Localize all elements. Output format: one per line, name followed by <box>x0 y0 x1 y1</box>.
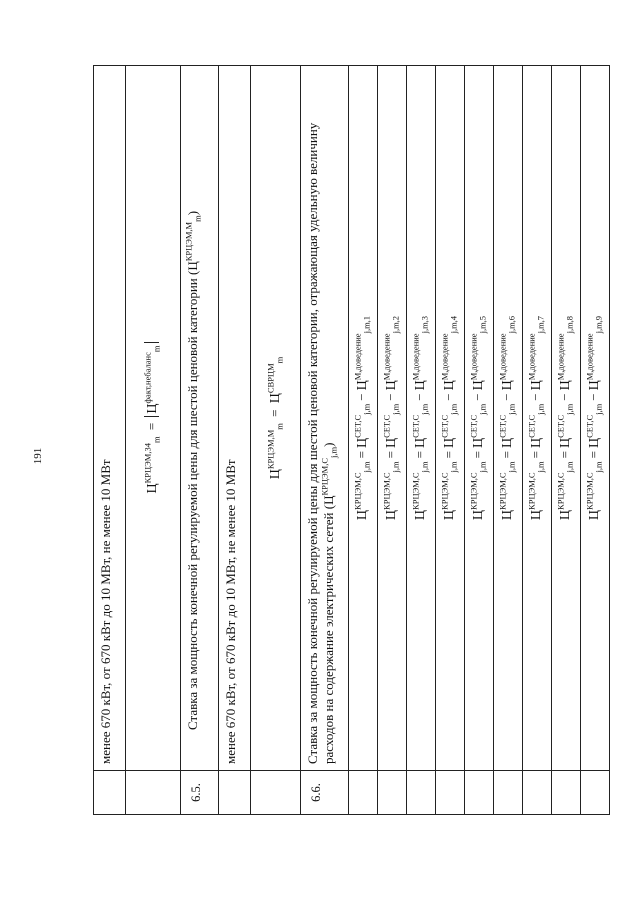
table-row <box>219 66 251 815</box>
row-description: менее 670 кВт, от 670 кВт до 10 МВт, не менее 10 МВт <box>219 66 251 771</box>
table-row <box>436 66 465 815</box>
table-row <box>181 66 219 815</box>
table-row <box>349 66 378 815</box>
table-row <box>581 66 610 815</box>
table-row <box>378 66 407 815</box>
formula-cell: $Ц^{КРЦЭМ,М}_m = Ц^{СВРЦМ}_m$ <box>251 66 301 771</box>
table-row <box>94 66 126 815</box>
row-number <box>94 771 126 815</box>
formula-cell: $Ц^{КРЦЭМ,С}_{j,m}=Ц^{СЕТ,С}_{j,m}-Ц^{М,доведение}_{j,m,9}$ <box>581 66 610 771</box>
table-row <box>494 66 523 815</box>
row-description: Ставка за мощность конечной регулируемой цены для шестой ценовой категории, отражающая удельную величину расходов на содержание электрических сетей $(Ц^{КРЦЭМ,С}_{j,m})$ <box>301 66 349 771</box>
rotated-table-wrapper <box>93 65 606 815</box>
table-row <box>465 66 494 815</box>
page-number: 191 <box>32 447 44 465</box>
table-row <box>126 66 181 815</box>
formula-cell: $Ц^{КРЦЭМ,С}_{j,m}=Ц^{СЕТ,С}_{j,m}-Ц^{М,доведение}_{j,m,2}$ <box>378 66 407 771</box>
table-row <box>407 66 436 815</box>
formula-rows <box>349 66 610 815</box>
absolute-value: $Ц^{факт,небаланс}_m$ <box>144 343 159 417</box>
row-number: 6.6. <box>301 771 349 815</box>
formula-cell: $Ц^{КРЦЭМ,С}_{j,m}=Ц^{СЕТ,С}_{j,m}-Ц^{М,доведение}_{j,m,1}$ <box>349 66 378 771</box>
tariff-table <box>93 65 610 815</box>
formula-cell: $Ц^{КРЦЭМ,34}_m = Ц^{факт,небаланс}_m$ <box>126 66 181 771</box>
row-number: 6.5. <box>181 771 219 815</box>
row-description: Ставка за мощность конечной регулируемой цены для шестой ценовой категории $(Ц^{КРЦЭМ,М}_m)$ <box>181 66 219 771</box>
table-row <box>523 66 552 815</box>
formula-cell: $Ц^{КРЦЭМ,С}_{j,m}=Ц^{СЕТ,С}_{j,m}-Ц^{М,доведение}_{j,m,7}$ <box>523 66 552 771</box>
formula-cell: $Ц^{КРЦЭМ,С}_{j,m}=Ц^{СЕТ,С}_{j,m}-Ц^{М,доведение}_{j,m,5}$ <box>465 66 494 771</box>
formula-cell: $Ц^{КРЦЭМ,С}_{j,m}=Ц^{СЕТ,С}_{j,m}-Ц^{М,доведение}_{j,m,8}$ <box>552 66 581 771</box>
formula-cell: $Ц^{КРЦЭМ,С}_{j,m}=Ц^{СЕТ,С}_{j,m}-Ц^{М,доведение}_{j,m,4}$ <box>436 66 465 771</box>
row-description: менее 670 кВт, от 670 кВт до 10 МВт, не менее 10 МВт <box>94 66 126 771</box>
formula-cell: $Ц^{КРЦЭМ,С}_{j,m}=Ц^{СЕТ,С}_{j,m}-Ц^{М,доведение}_{j,m,6}$ <box>494 66 523 771</box>
table-row <box>552 66 581 815</box>
table-row <box>301 66 349 815</box>
formula-cell: $Ц^{КРЦЭМ,С}_{j,m}=Ц^{СЕТ,С}_{j,m}-Ц^{М,доведение}_{j,m,3}$ <box>407 66 436 771</box>
table-row <box>251 66 301 815</box>
